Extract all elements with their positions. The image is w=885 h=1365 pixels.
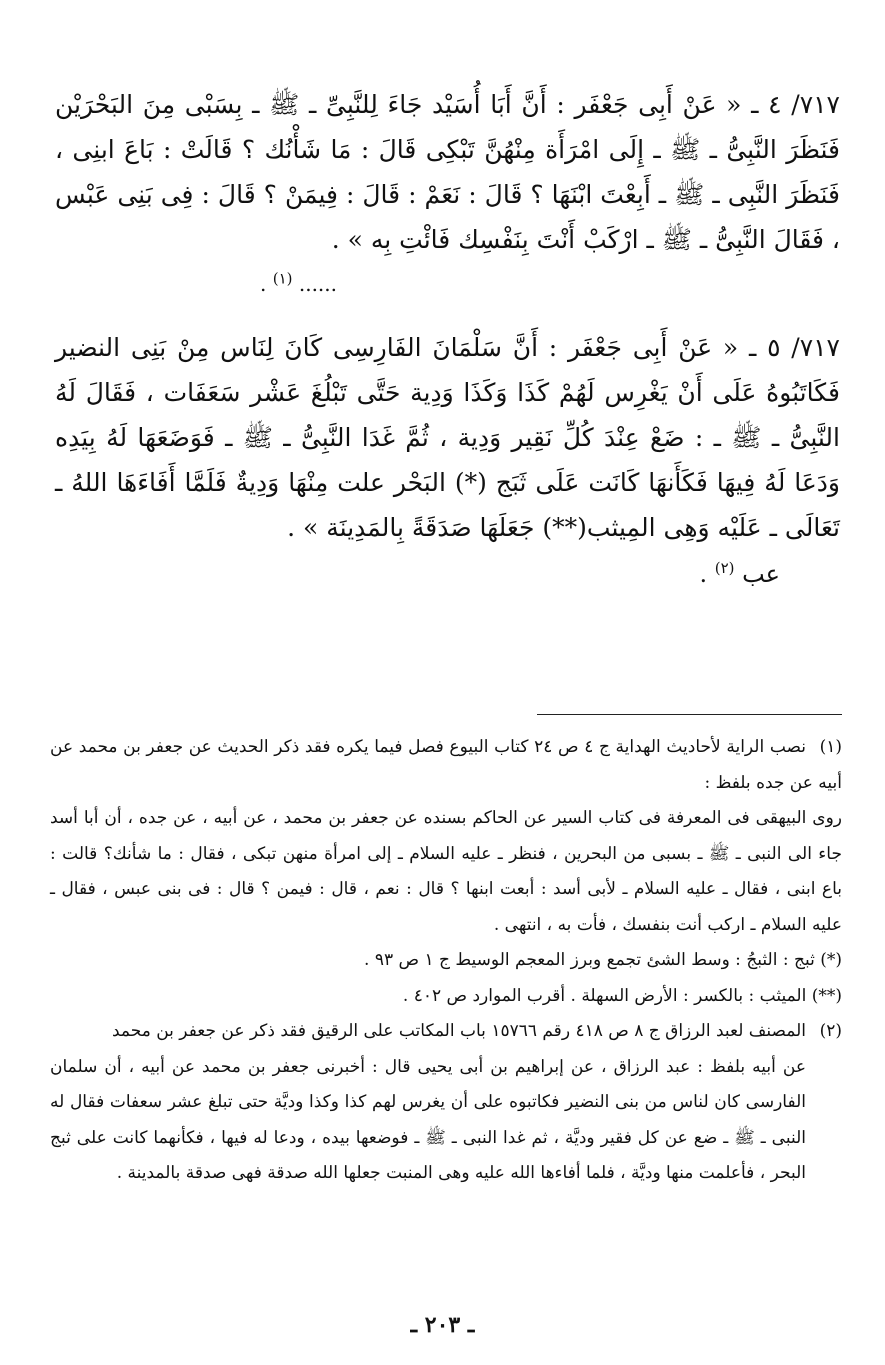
footnote-star-1: (*) ثبج : الثبجُ : وسط الشئ تجمع وبرز المعجم الوسيط ج ١ ص ٩٣ . xyxy=(364,950,842,970)
footnote-2-continuation: عن أبيه بلفظ : عبد الرزاق ، عن إبراهيم بن أبى يحيى قال : أخبرنى جعفر بن محمد عن أبيه ، أن سلمان الفارسى كان لناس من بنى النضير فكاتبوه على أن يغرس لهم كذا وكذا وديَّة حتى تبلغ عشر سعفات فقال له النبى ـ ﷺ ـ ضع عن كل فقير وديَّة ، ثم غدا النبى ـ ﷺ ـ فوضعها بيده ، ودعا له فيها ، فكأنهما كانت على ثبج البحر ، فأعلمت منها وديَّة ، فلما أفاءها الله عليه وهى المنبت جعلها الله صدقة فهى صدقة بالمدينة . xyxy=(50,1056,806,1183)
footnote-ref-1: (١) xyxy=(272,269,293,288)
footnote-1-text: نصب الراية لأحاديث الهداية ج ٤ ص ٢٤ كتاب البيوع فصل فيما يكره فقد ذكر الحديث عن جعفر بن محمد عن أبيه عن جده بلفظ : xyxy=(50,737,842,793)
footnote-1 xyxy=(50,730,842,801)
footnotes xyxy=(50,730,842,1192)
ellipsis-period: . xyxy=(260,272,273,296)
main-text xyxy=(55,82,840,597)
footnote-ref-2: (٢) xyxy=(714,559,735,577)
footnote-1-quote: روى البيهقى فى المعرفة فى كتاب السير عن الحاكم بسنده عن جعفر بن محمد ، عن أبيه ، عن جده ، أن أبا أسد جاء الى النبى ـ ﷺ ـ بسبى من البحرين ، فنظر ـ عليه السلام ـ إلى امرأة منهن تبكى ، فقال : ما شأنك؟ قالت : باع ابنى ، فقال ـ عليه السلام ـ لأبى أسد : أبعت ابنها ؟ قال : نعم ، قال : فيمن ؟ قال : فى بنى عبس ، فقال ـ عليه السلام ـ اركب أنت بنفسك ، فأت به ، انتهى . xyxy=(50,808,842,935)
footnote-1-number: (١) xyxy=(819,737,842,757)
footnote-2-number: (٢) xyxy=(819,1021,842,1041)
ellipsis-line xyxy=(55,262,840,307)
footnote-divider xyxy=(537,714,842,715)
source-abbrev-line xyxy=(55,552,840,597)
hadith-717-4: ٧١٧/ ٤ ـ « عَنْ أَبِى جَعْفَر : أَنَّ أَبَا أُسَيْد جَاءَ لِلنَّبِىِّ ـ ﷺ ـ بِسَبْى مِنَ البَحْرَيْن فَنَظَرَ النَّبِىُّ ـ ﷺ ـ إِلَى امْرَأَة مِنْهُنَّ تَبْكِى قَالَ : مَا شَأْنُك ؟ قَالَتْ : بَاعَ ابنِى ، فَنَظَرَ النَّبِى ـ ﷺ ـ أَبِعْتَ ابْنَهَا ؟ قَالَ : نَعَمْ : قَالَ : فِيمَنْ ؟ قَالَ : فِى بَنِى عَبْس ، فَقَالَ النَّبِىُّ ـ ﷺ ـ ارْكَبْ أَنْتَ بِنَفْسِك فَائْتِ بِه » . xyxy=(55,90,840,254)
footnote-2 xyxy=(50,1014,842,1050)
source-abbrev-period: . xyxy=(699,560,715,588)
page-number: ـ ٢٠٣ ـ xyxy=(410,1312,475,1338)
source-abbrev: عب xyxy=(734,560,780,588)
footnote-2-text: المصنف لعبد الرزاق ج ٨ ص ٤١٨ رقم ١٥٧٦٦ باب المكاتب على الرقيق فقد ذكر عن جعفر بن محمد xyxy=(112,1021,806,1041)
ellipsis: ...... xyxy=(292,272,338,296)
footnote-star-2: (**) الميثب : بالكسر : الأرض السهلة . أقرب الموارد ص ٤٠٢ . xyxy=(402,985,842,1006)
hadith-717-5: ٧١٧/ ٥ ـ « عَنْ أَبِى جَعْفَر : أَنَّ سَلْمَانَ الفَارِسِى كَانَ لِنَاس مِنْ بَنِى النضير فَكَاتَبُوهُ عَلَى أَنْ يَغْرِس لَهُمْ كَذَا وَكَذَا وَدِية حَتَّى تَبْلُغَ عَشْر سَعَفَات ، فَقَالَ لَهُ النَّبِىُّ ـ ﷺ ـ : ضَعْ عِنْدَ كُلِّ نَقِير وَدِية ، ثُمَّ غَدَا النَّبِىُّ ـ ﷺ ـ فَوَضَعَهَا لَهُ بِيَدِه وَدَعَا لَهُ فِيهَا فَكَأَنهَا كَانَت عَلَى ثَبَج (*) البَحْر علت مِنْهَا وَدِيةٌ فَلَمَّا أَفَاءَهَا اللهُ ـ تَعَالَى ـ عَلَيْه وَهِى المِيثب(**) جَعَلَهَا صَدَقَةً بِالمَدِينَة » . xyxy=(55,333,840,542)
